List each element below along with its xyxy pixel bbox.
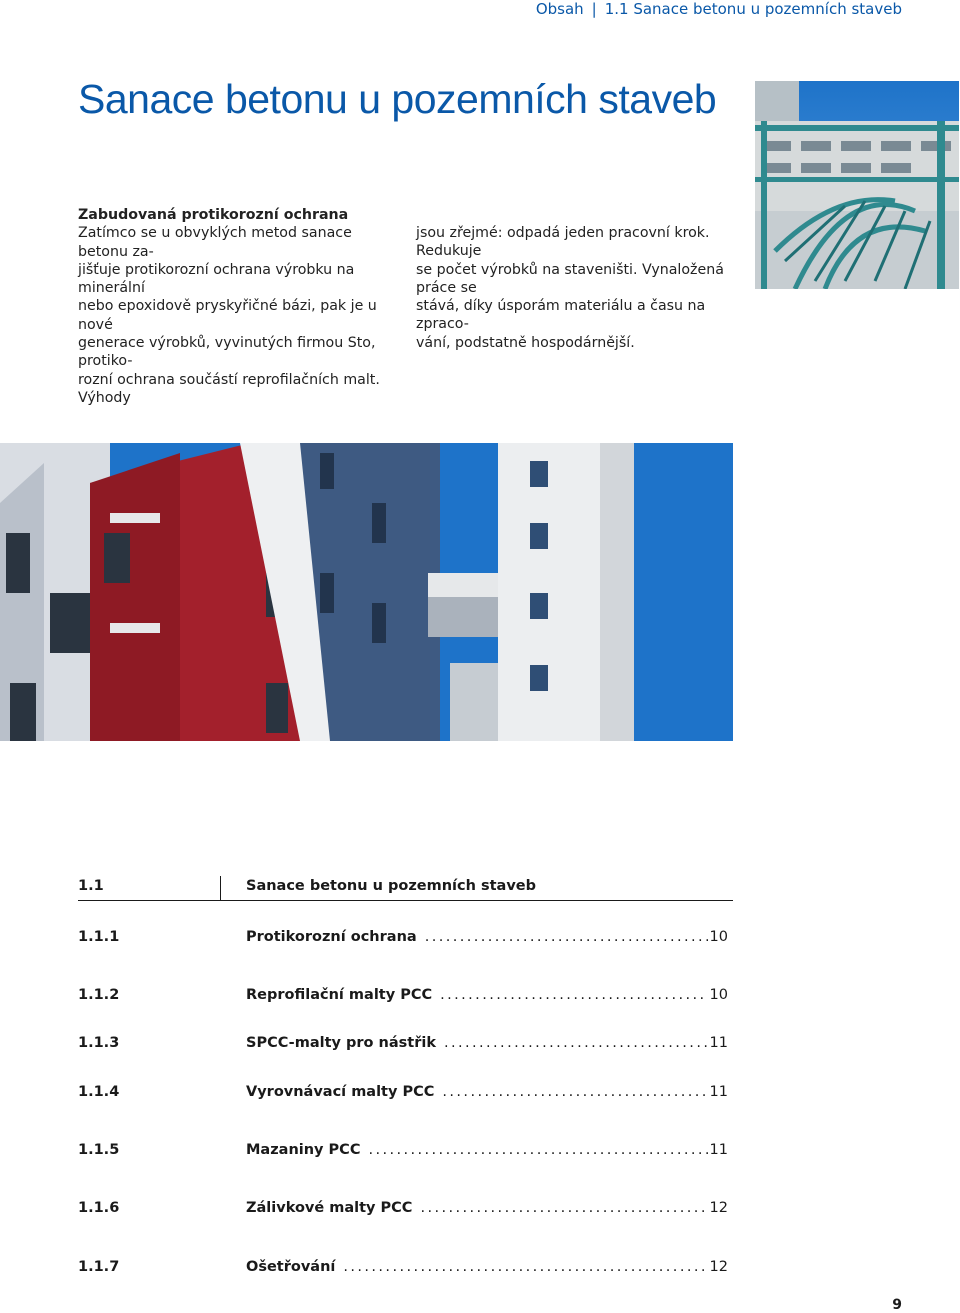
toc-entry-label: SPCC-malty pro nástřik bbox=[246, 1035, 436, 1051]
toc-leader-dots bbox=[440, 987, 707, 1003]
toc-entry-label: Protikorozní ochrana bbox=[246, 929, 417, 945]
toc-entry-page: 12 bbox=[709, 1200, 728, 1216]
intro-line: jišťuje protikorozní ochrana výrobku na minerální bbox=[78, 261, 355, 297]
toc-entry-label: Ošetřování bbox=[246, 1259, 336, 1275]
chapter-link[interactable]: 1.1 Sanace betonu u pozemních staveb bbox=[604, 0, 902, 18]
toc-entry-number: 1.1.5 bbox=[78, 1142, 120, 1158]
page-number: 9 bbox=[892, 1297, 902, 1313]
intro-line: vání, podstatně hospodárnější. bbox=[416, 334, 635, 351]
toc-leader-dots bbox=[368, 1142, 707, 1158]
nav-separator: | bbox=[591, 0, 597, 18]
toc-entry-page: 11 bbox=[709, 1084, 728, 1100]
toc-leader-dots bbox=[444, 1035, 708, 1051]
toc-divider bbox=[220, 876, 221, 900]
toc-heading-number: 1.1 bbox=[78, 878, 104, 894]
toc-entry-page: 10 bbox=[709, 987, 728, 1003]
toc-entry-page: 11 bbox=[709, 1142, 728, 1158]
toc-entry-label: Reprofilační malty PCC bbox=[246, 987, 433, 1003]
intro-line: nebo epoxidově pryskyřičné bázi, pak je u nové bbox=[78, 298, 377, 333]
toc-entry[interactable] bbox=[78, 1142, 728, 1162]
toc-entry-number: 1.1.6 bbox=[78, 1200, 120, 1216]
toc-leader-dots bbox=[442, 1084, 707, 1100]
toc-entry-label: Vyrovnávací malty PCC bbox=[246, 1084, 435, 1100]
toc-entry-page: 12 bbox=[709, 1259, 728, 1275]
toc-leader-dots bbox=[425, 929, 708, 945]
toc-entry-label: Mazaniny PCC bbox=[246, 1142, 361, 1158]
toc-entry[interactable] bbox=[78, 929, 728, 949]
toc-entry[interactable] bbox=[78, 1035, 728, 1055]
header-nav bbox=[536, 0, 902, 20]
page-title: Sanace betonu u pozemních staveb bbox=[78, 76, 717, 122]
contents-link[interactable]: Obsah bbox=[535, 0, 584, 18]
facade-photo bbox=[0, 443, 733, 741]
toc-entry-number: 1.1.7 bbox=[78, 1259, 120, 1275]
toc-heading-text: Sanace betonu u pozemních staveb bbox=[246, 878, 536, 894]
toc-entry-label: Zálivkové malty PCC bbox=[246, 1200, 413, 1216]
intro-line: rozní ochrana součástí reprofilačních malt. Výhody bbox=[78, 371, 380, 406]
intro-subheading: Zabudovaná protikorozní ochrana bbox=[78, 207, 349, 223]
toc-entry-number: 1.1.3 bbox=[78, 1035, 120, 1051]
intro-line: stává, díky úsporám materiálu a času na zpraco- bbox=[416, 298, 706, 333]
intro-line: generace výrobků, vyvinutých firmou Sto, protiko- bbox=[78, 335, 376, 370]
intro-right-column bbox=[416, 224, 742, 352]
intro-line: jsou zřejmé: odpadá jeden pracovní krok. Redukuje bbox=[416, 225, 710, 260]
toc-heading[interactable] bbox=[78, 876, 733, 901]
intro-line: Zatímco se u obvyklých metod sanace betonu za- bbox=[78, 225, 352, 260]
toc-leader-dots bbox=[420, 1200, 707, 1216]
toc-entry-number: 1.1.1 bbox=[78, 929, 120, 945]
bridge-photo-illustration bbox=[755, 81, 959, 289]
toc-entry-page: 10 bbox=[709, 929, 728, 945]
toc-leader-dots bbox=[343, 1259, 707, 1275]
toc-entry[interactable] bbox=[78, 1200, 728, 1220]
toc-entry-number: 1.1.4 bbox=[78, 1084, 120, 1100]
toc-entry-page: 11 bbox=[709, 1035, 728, 1051]
toc-entry[interactable] bbox=[78, 987, 728, 1007]
toc-entry-number: 1.1.2 bbox=[78, 987, 120, 1003]
facade-photo-illustration bbox=[0, 443, 733, 741]
bridge-photo bbox=[755, 81, 959, 289]
toc-entry[interactable] bbox=[78, 1259, 728, 1279]
intro-line: se počet výrobků na staveništi. Vynaložená práce se bbox=[416, 261, 724, 296]
toc-entry[interactable] bbox=[78, 1084, 728, 1104]
intro-left-column bbox=[78, 206, 390, 407]
table-of-contents bbox=[78, 876, 733, 1275]
